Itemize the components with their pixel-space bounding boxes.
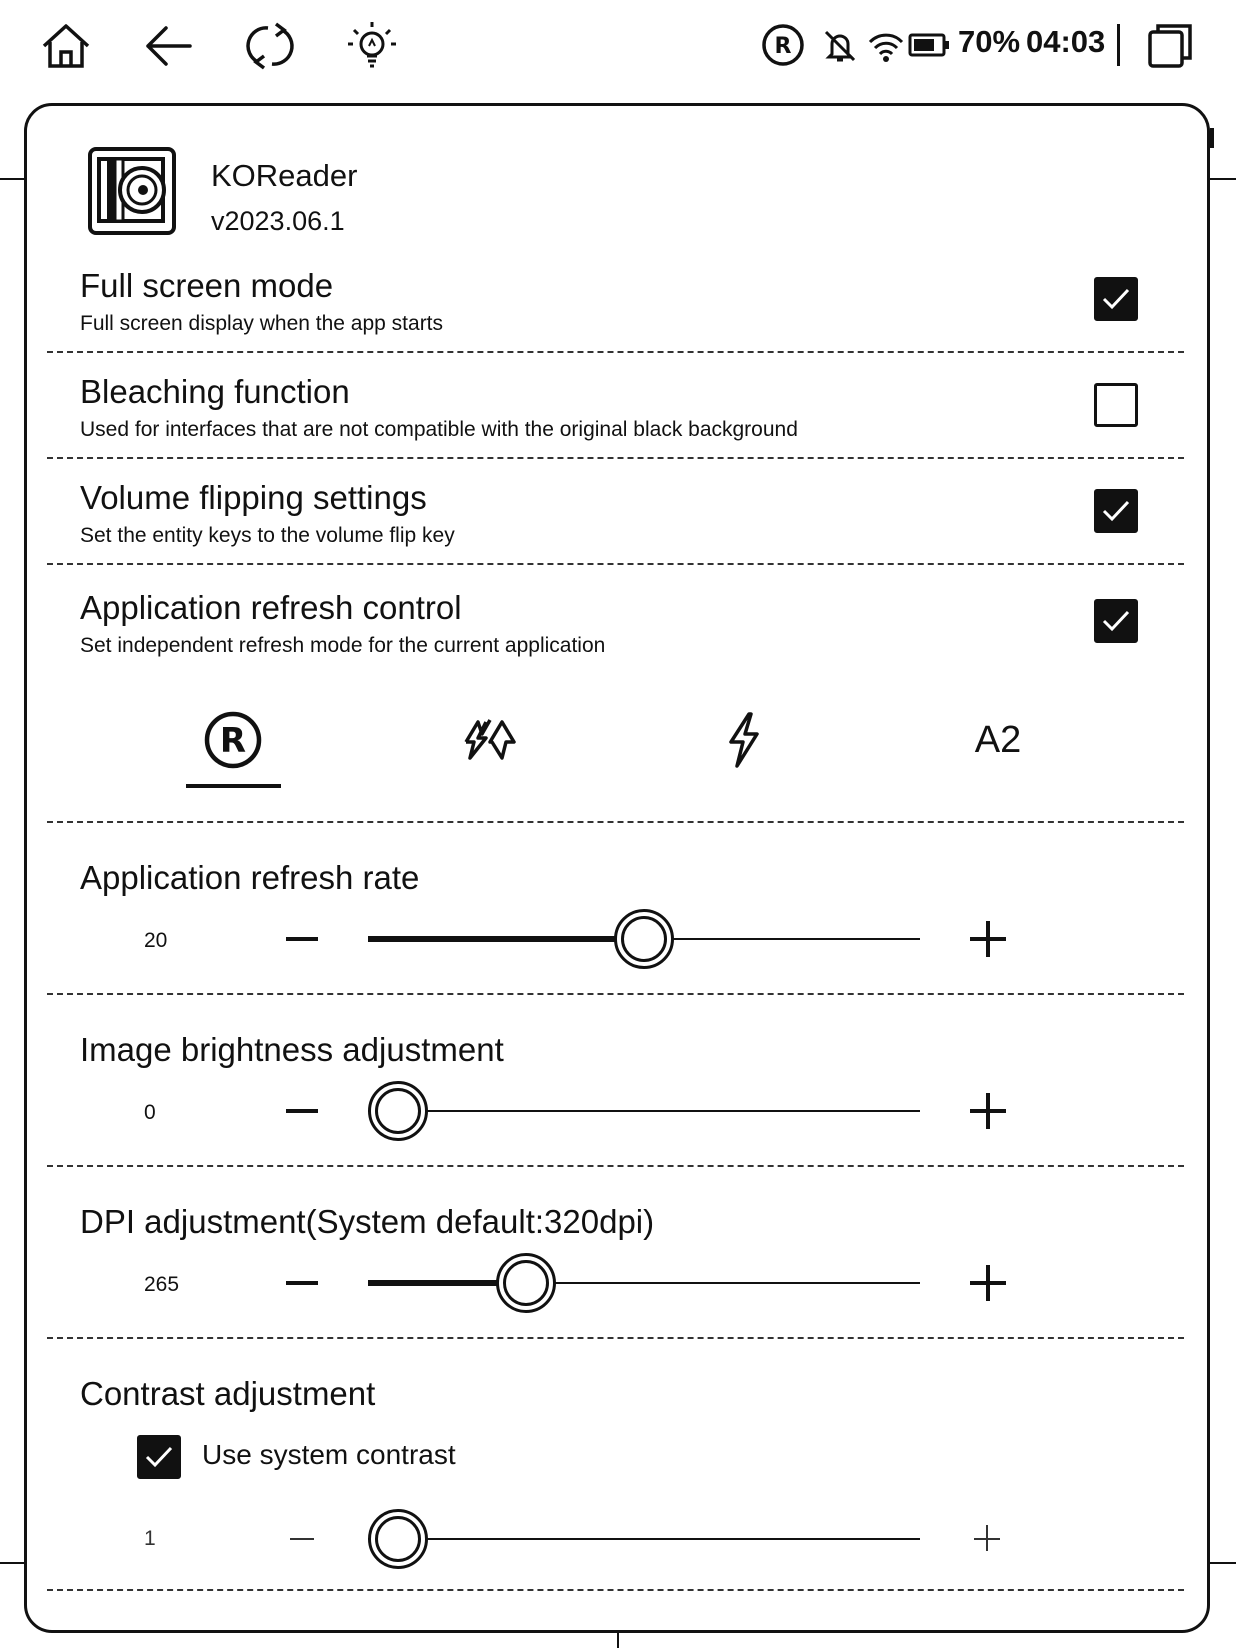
back-icon[interactable] xyxy=(140,18,196,74)
use-system-contrast-label[interactable]: Use system contrast xyxy=(202,1439,456,1470)
double-bolt-mode-icon[interactable] xyxy=(438,705,538,775)
decrease-button[interactable] xyxy=(290,1538,314,1540)
use-system-contrast-checkbox[interactable] xyxy=(137,1435,181,1479)
registered-mode-icon[interactable] xyxy=(183,705,283,775)
divider xyxy=(47,1589,1184,1591)
background-divider-right xyxy=(1210,178,1236,180)
svg-text:R: R xyxy=(774,34,792,59)
battery-percent: 70% xyxy=(958,24,1021,59)
increase-button[interactable] xyxy=(970,921,1006,957)
setting-title: Application refresh control xyxy=(80,589,462,626)
decrease-button[interactable] xyxy=(286,1109,318,1113)
setting-subtitle: Set the entity keys to the volume flip key xyxy=(80,524,455,547)
registered-icon xyxy=(760,22,806,68)
refresh-control-checkbox[interactable] xyxy=(1094,599,1138,643)
selected-mode-indicator xyxy=(186,784,281,788)
slider-value: 265 xyxy=(144,1273,180,1296)
bleaching-checkbox[interactable] xyxy=(1094,383,1138,427)
recent-apps-icon[interactable] xyxy=(1146,20,1196,70)
increase-button[interactable] xyxy=(970,1093,1006,1129)
contrast-title: Contrast adjustment xyxy=(80,1375,376,1412)
decrease-button[interactable] xyxy=(286,1281,318,1285)
setting-subtitle: Full screen display when the app starts xyxy=(80,312,444,335)
koreader-logo-icon xyxy=(87,146,177,236)
divider xyxy=(47,1165,1184,1167)
refresh-icon[interactable] xyxy=(242,18,298,74)
setting-subtitle: Used for interfaces that are not compatible with the original black background xyxy=(80,418,798,441)
background-divider-left xyxy=(0,178,26,180)
divider xyxy=(47,993,1184,995)
slider-title: DPI adjustment(System default:320dpi) xyxy=(80,1203,655,1240)
app-name: KOReader xyxy=(211,158,358,193)
divider xyxy=(47,1337,1184,1339)
app-version: v2023.06.1 xyxy=(211,206,345,236)
svg-text:R: R xyxy=(219,721,247,761)
slider-fill xyxy=(368,936,644,942)
battery-icon xyxy=(908,32,950,58)
status-separator xyxy=(1117,24,1120,66)
background-menu-icon xyxy=(1210,128,1214,148)
background-tick xyxy=(617,1633,619,1648)
setting-title: Volume flipping settings xyxy=(80,479,427,516)
volume-flipping-checkbox[interactable] xyxy=(1094,489,1138,533)
increase-button[interactable] xyxy=(970,1265,1006,1301)
slider-knob[interactable] xyxy=(368,1509,428,1569)
slider-knob[interactable] xyxy=(614,909,674,969)
slider-title: Application refresh rate xyxy=(80,859,420,896)
slider-track[interactable] xyxy=(368,1110,920,1112)
setting-subtitle: Set independent refresh mode for the current application xyxy=(80,634,606,657)
home-icon[interactable] xyxy=(38,18,94,74)
status-bar xyxy=(0,0,1236,90)
background-divider-left-bottom xyxy=(0,1562,26,1564)
contrast-slider-track[interactable] xyxy=(368,1538,920,1540)
divider xyxy=(47,351,1184,353)
slider-value: 20 xyxy=(144,929,168,952)
bulb-icon[interactable] xyxy=(344,18,400,74)
decrease-button[interactable] xyxy=(286,937,318,941)
full-screen-checkbox[interactable] xyxy=(1094,277,1138,321)
wifi-icon xyxy=(866,28,906,64)
setting-title: Bleaching function xyxy=(80,373,350,410)
bolt-mode-icon[interactable] xyxy=(693,705,793,775)
a2-mode[interactable]: A2 xyxy=(974,718,1022,761)
slider-value: 1 xyxy=(144,1527,156,1550)
bell-off-icon xyxy=(820,26,860,66)
slider-knob[interactable] xyxy=(368,1081,428,1141)
slider-title: Image brightness adjustment xyxy=(80,1031,504,1068)
clock: 04:03 xyxy=(1026,24,1106,59)
divider xyxy=(47,563,1184,565)
slider-knob[interactable] xyxy=(496,1253,556,1313)
increase-button[interactable] xyxy=(970,1521,1006,1557)
divider xyxy=(47,457,1184,459)
background-divider-right-bottom xyxy=(1210,1562,1236,1564)
slider-value: 0 xyxy=(144,1101,156,1124)
divider xyxy=(47,821,1184,823)
setting-title: Full screen mode xyxy=(80,267,334,304)
